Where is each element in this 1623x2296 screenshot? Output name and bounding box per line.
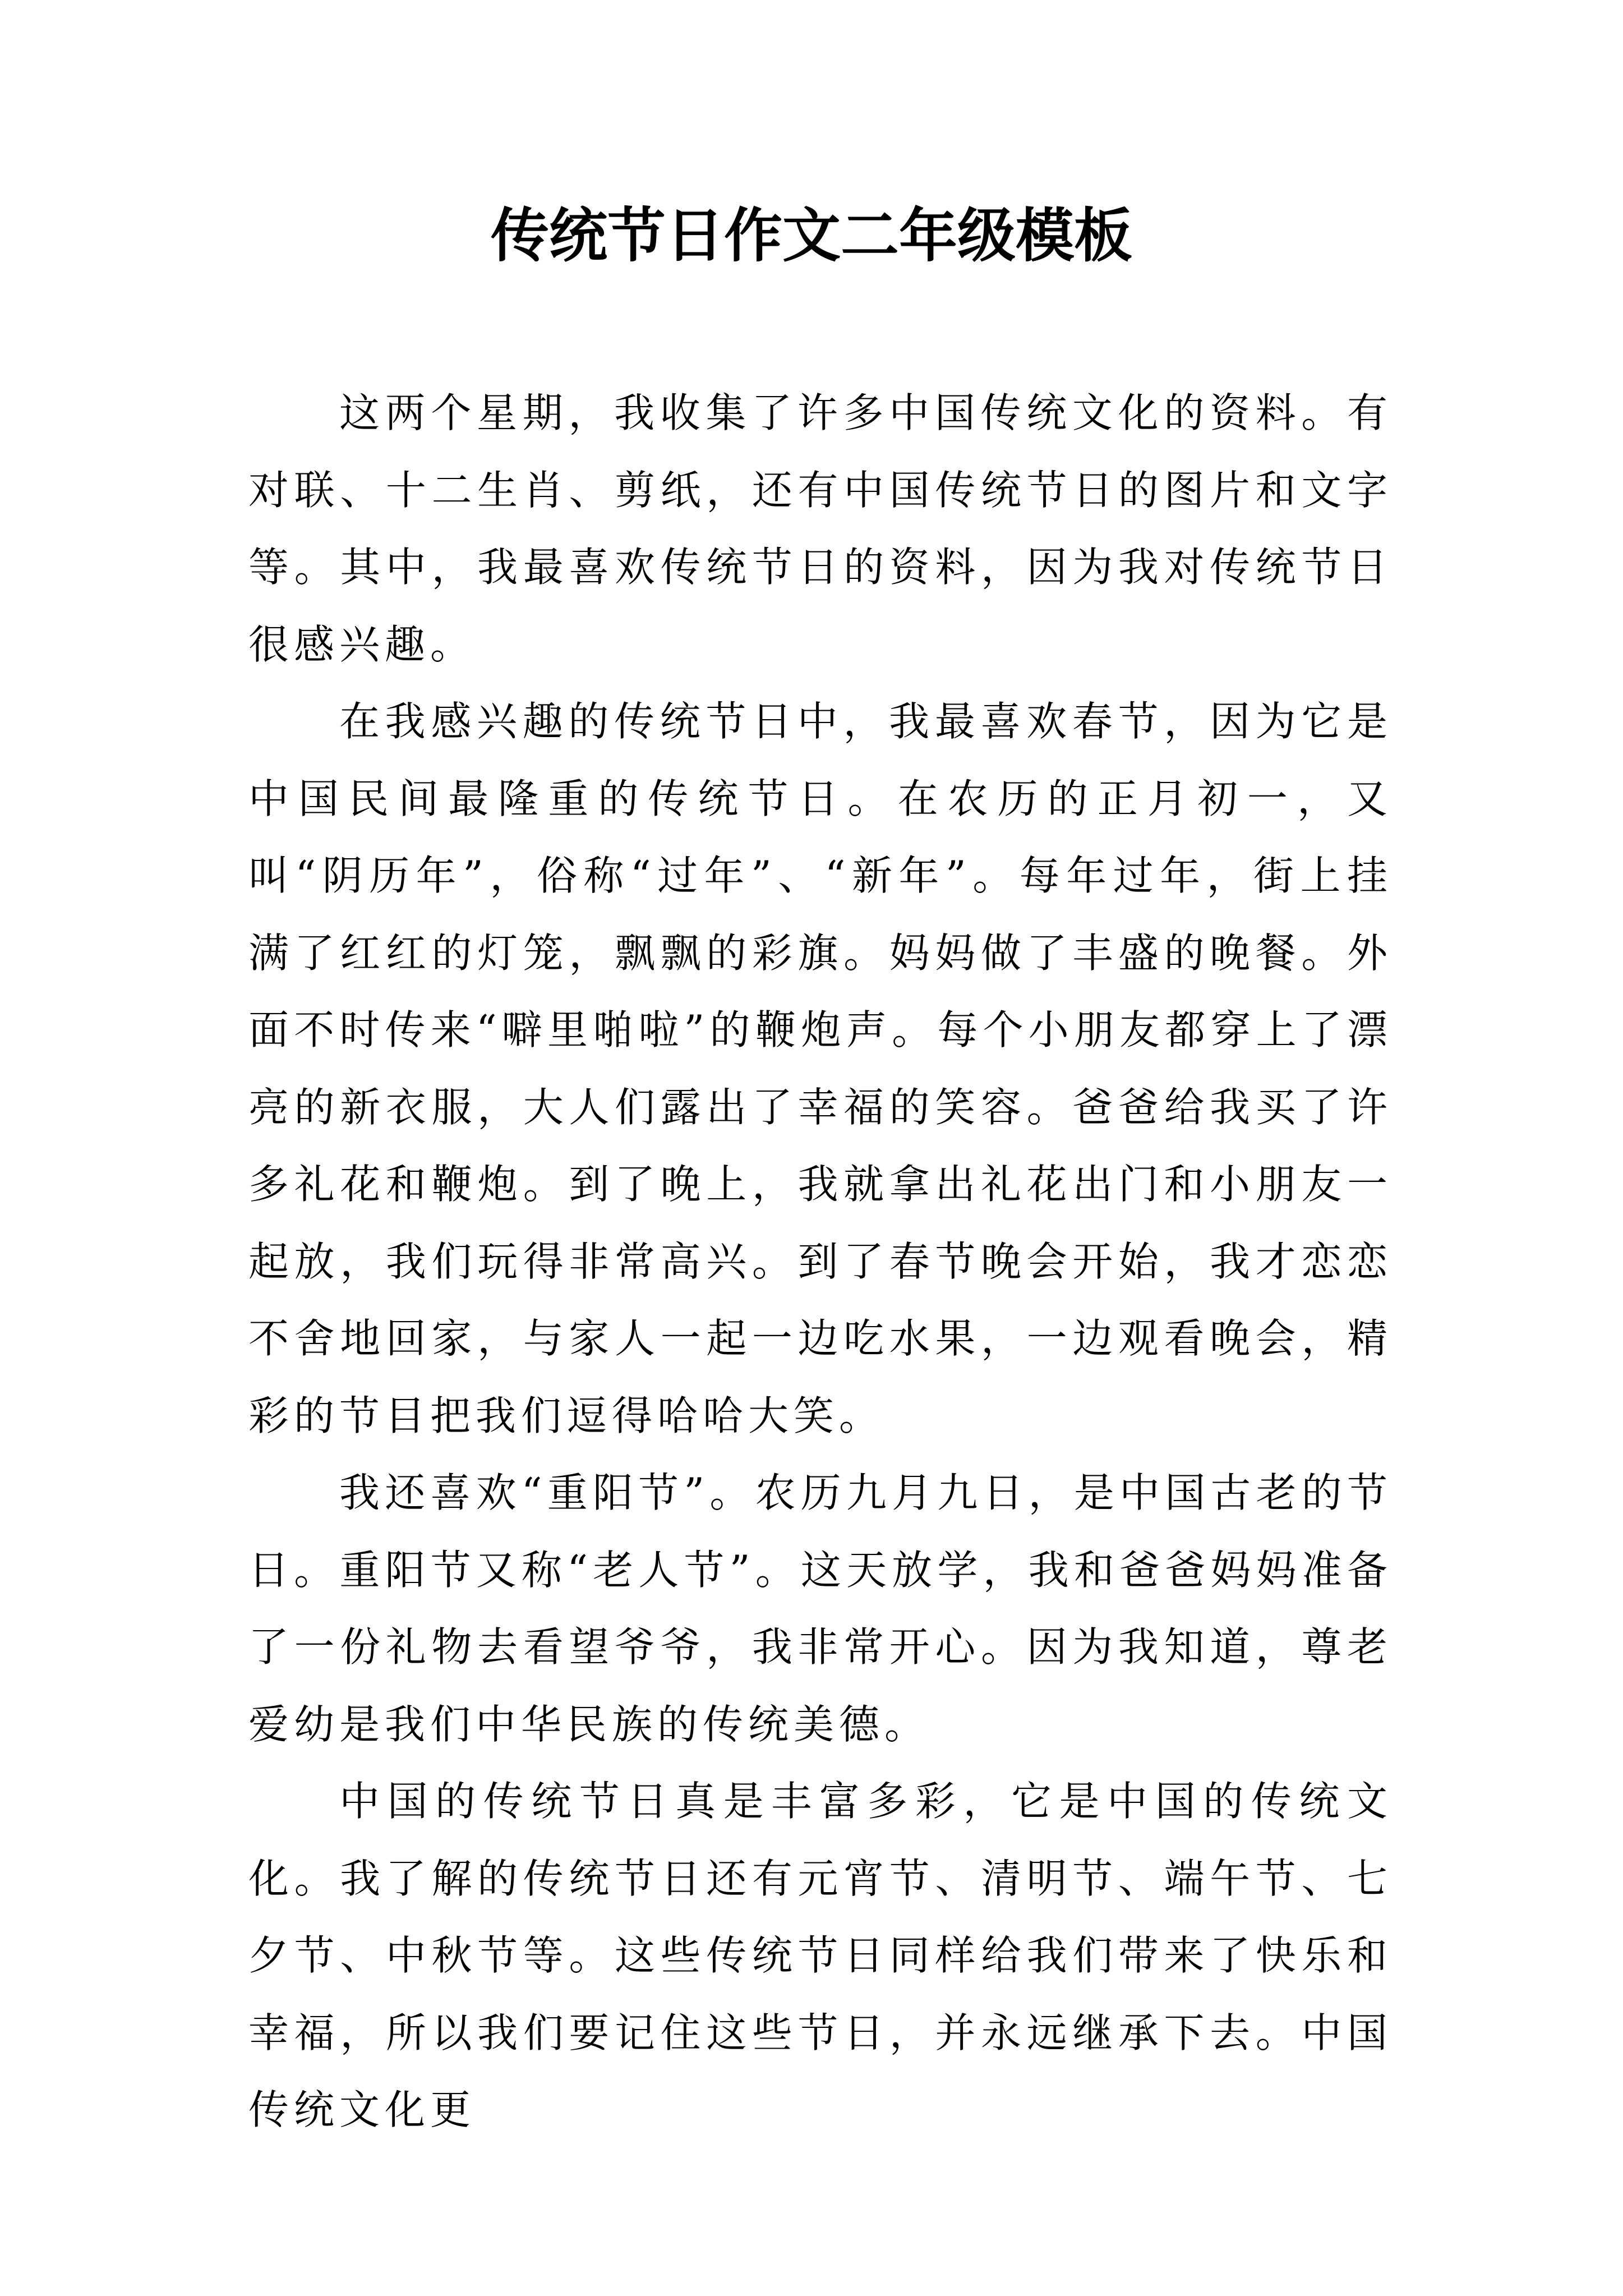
- paragraph-3: 我还喜欢“重阳节”。农历九月九日，是中国古老的节日。重阳节又称“老人节”。这天放学，我和爸爸妈妈准备了一份礼物去看望爷爷，我非常开心。因为我知道，尊老爱幼是我们中华民族的传统美德。: [248, 1469, 1393, 1748]
- document-body: [248, 375, 1393, 2149]
- document-title: 传统节日作文二年级模板: [490, 201, 1132, 270]
- paragraph-2: 在我感兴趣的传统节日中，我最喜欢春节，因为它是中国民间最隆重的传统节日。在农历的正月初一，又叫“阴历年”，俗称“过年”、“新年”。每年过年，街上挂满了红红的灯笼，飘飘的彩旗。妈妈做了丰盛的晚餐。外面不时传来“噼里啪啦”的鞭炮声。每个小朋友都穿上了漂亮的新衣服，大人们露出了幸福的笑容。爸爸给我买了许多礼花和鞭炮。到了晚上，我就拿出礼花出门和小朋友一起放，我们玩得非常高兴。到了春节晚会开始，我才恋恋不舍地回家，与家人一起一边吃水果，一边观看晚会，精彩的节目把我们逗得哈哈大笑。: [248, 698, 1393, 1439]
- paragraph-1: 这两个星期，我收集了许多中国传统文化的资料。有对联、十二生肖、剪纸，还有中国传统节日的图片和文字等。其中，我最喜欢传统节日的资料，因为我对传统节日很感兴趣。: [248, 389, 1393, 668]
- paragraph-4: 中国的传统节日真是丰富多彩，它是中国的传统文化。我了解的传统节日还有元宵节、清明节、端午节、七夕节、中秋节等。这些传统节日同样给我们带来了快乐和幸福，所以我们要记住这些节日，并永远继承下去。中国传统文化更: [248, 1778, 1393, 2133]
